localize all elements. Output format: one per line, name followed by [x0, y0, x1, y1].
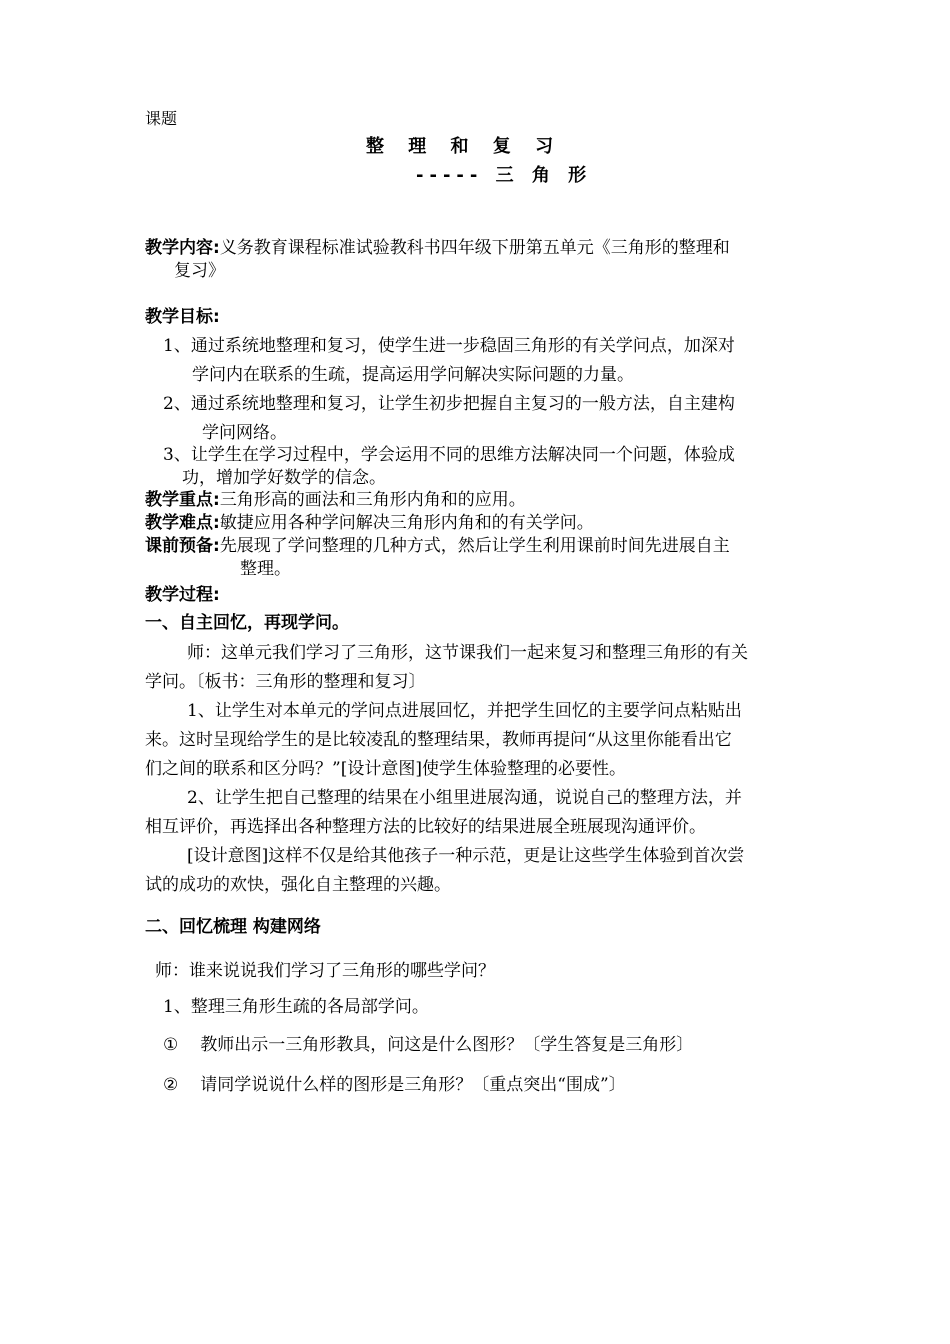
content-label: 教学内容:: [145, 238, 220, 258]
list-item-2: [163, 1076, 626, 1096]
preparation-text-2: 整理。: [240, 559, 291, 579]
list-item-1-text: 教师出示一三角形教具，问这是什么图形？〔学生答复是三角形〕: [200, 1035, 694, 1055]
ketitle-label: 课题: [145, 109, 178, 128]
goal-2-line-1: 2、通过系统地整理和复习，让学生初步把握自主复习的一般方法，自主建构: [163, 394, 735, 414]
list-item-1-number: ①: [163, 1035, 179, 1055]
goal-2-line-2: 学问网络。: [202, 423, 287, 443]
list-item-2-text: 请同学说说什么样的图形是三角形？〔重点突出“围成”〕: [200, 1075, 626, 1095]
goal-3-line-2: 功，增加学好数学的信念。: [182, 468, 386, 488]
paragraph-4-line-2: 试的成功的欢快，强化自主整理的兴趣。: [145, 875, 451, 895]
paragraph-2-line-1: 1、让学生对本单元的学问点进展回忆，并把学生回忆的主要学问点粘贴出: [187, 701, 742, 721]
difficulty-label: 教学难点:: [145, 513, 220, 533]
preparation-line-1: [145, 537, 730, 557]
goal-1-line-1: 1、通过系统地整理和复习，使学生进一步稳固三角形的有关学问点，加深对: [163, 336, 735, 356]
key-point-label: 教学重点:: [145, 490, 220, 510]
content-text-2: 复习》: [174, 261, 225, 281]
section-2-heading: 二、回忆梳理 构建网络: [145, 917, 321, 937]
paragraph-3-line-2: 相互评价，再选择出各种整理方法的比较好的结果进展全班展现沟通评价。: [145, 817, 706, 837]
question-line-2: 1、整理三角形生疏的各局部学问。: [163, 997, 429, 1017]
list-item-1: [163, 1036, 693, 1056]
difficulty-text: 敏捷应用各种学问解决三角形内角和的有关学问。: [219, 513, 594, 533]
preparation-label: 课前预备:: [145, 536, 220, 556]
list-item-2-number: ②: [163, 1075, 179, 1095]
process-heading: 教学过程:: [145, 585, 220, 605]
content-text-1: 义务教育课程标准试验教科书四年级下册第五单元《三角形的整理和: [219, 238, 730, 258]
difficulty-line: [145, 514, 594, 534]
goal-1-line-2: 学问内在联系的生疏，提高运用学问解决实际问题的力量。: [192, 365, 634, 385]
paragraph-2-line-2: 来。这时呈现给学生的是比较凌乱的整理结果，教师再提问“从这里你能看出它: [145, 730, 732, 750]
document-title: 整 理 和 复 习: [366, 136, 563, 157]
goal-3-line-1: 3、让学生在学习过程中，学会运用不同的思维方法解决同一个问题，体验成: [163, 445, 735, 465]
goals-heading: 教学目标:: [145, 307, 220, 327]
content-line-1: [145, 239, 730, 259]
document-subtitle: ----- 三 角 形: [416, 165, 593, 186]
paragraph-2-line-3: 们之间的联系和区分吗？”[设计意图]使学生体验整理的必要性。: [145, 759, 626, 779]
question-line-1: 师：谁来说说我们学习了三角形的哪些学问？: [155, 961, 495, 981]
paragraph-4-line-1: [设计意图]这样不仅是给其他孩子一种示范，更是让这些学生体验到首次尝: [187, 846, 745, 866]
paragraph-1-line-2: 学问。〔板书：三角形的整理和复习〕: [145, 672, 426, 692]
section-1-heading: 一、自主回忆，再现学问。: [145, 613, 349, 633]
key-point-line: [145, 491, 526, 511]
paragraph-3-line-1: 2、让学生把自己整理的结果在小组里进展沟通，说说自己的整理方法，并: [187, 788, 742, 808]
key-point-text: 三角形高的画法和三角形内角和的应用。: [219, 490, 526, 510]
paragraph-1-line-1: 师：这单元我们学习了三角形，这节课我们一起来复习和整理三角形的有关: [187, 643, 748, 663]
preparation-text-1: 先展现了学问整理的几种方式，然后让学生利用课前时间先进展自主: [219, 536, 730, 556]
